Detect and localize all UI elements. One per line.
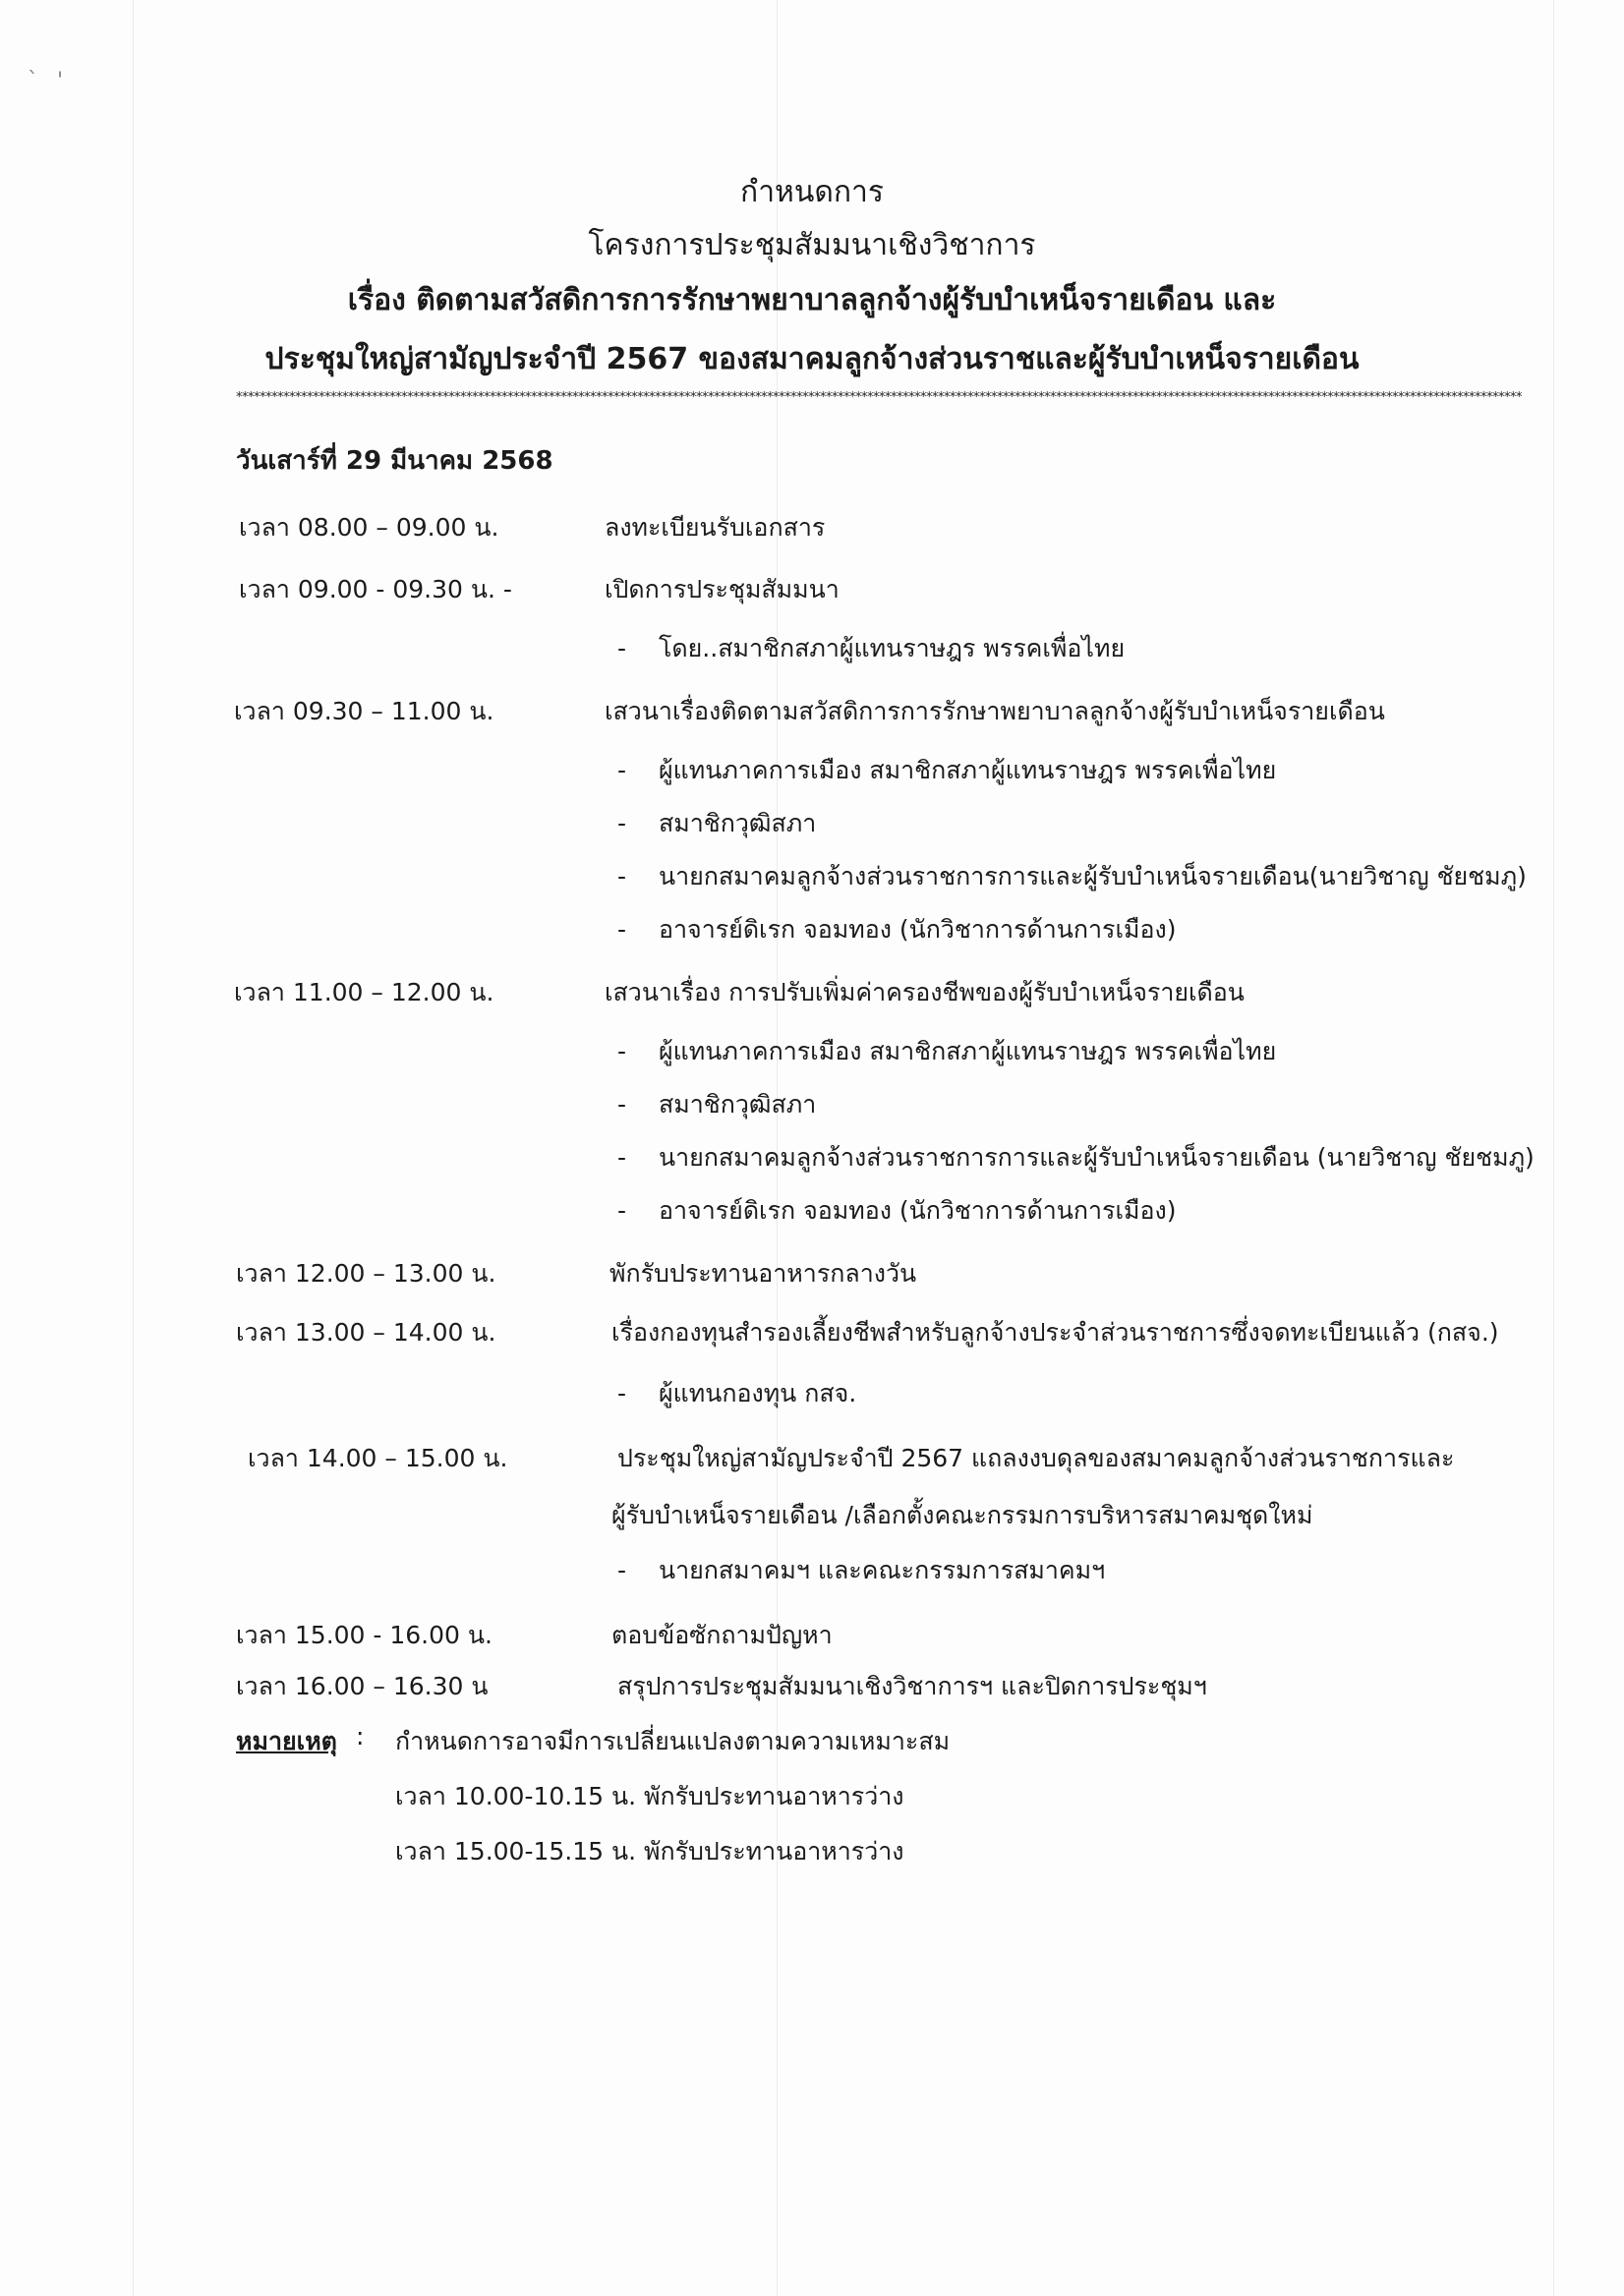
schedule-sub-item: - ผู้แทนกองทุน กสจ.: [617, 1379, 857, 1407]
schedule-time: เวลา 15.00 - 16.00 น.: [236, 1621, 493, 1649]
schedule-sub-item: - ผู้แทนภาคการเมือง สมาชิกสภาผู้แทนราษฎร พรรคเพื่อไทย: [617, 1037, 1277, 1065]
event-date: วันเสาร์ที่ 29 มีนาคม 2568: [236, 446, 553, 476]
schedule-time: เวลา 14.00 – 15.00 น.: [248, 1444, 508, 1472]
star-separator: **************************************************************************************************************************************************************************************************************************: [236, 391, 1522, 405]
schedule-sub-item: - นายกสมาคมลูกจ้างส่วนราชการการและผู้รับบำเหน็จรายเดือน (นายวิชาญ ชัยชมภู): [617, 1143, 1535, 1172]
schedule-time: เวลา 08.00 – 09.00 น.: [239, 513, 499, 542]
meeting-line: ประชุมใหญ่สามัญประจำปี 2567 ของสมาคมลูกจ้างส่วนราชและผู้รับบำเหน็จรายเดือน: [264, 342, 1360, 376]
project-title: โครงการประชุมสัมมนาเชิงวิชาการ: [588, 228, 1036, 262]
note-line: กำหนดการอาจมีการเปลี่ยนแปลงตามความเหมาะสม: [395, 1727, 951, 1755]
schedule-desc: เสวนาเรื่องติดตามสวัสดิการการรักษาพยาบาลลูกจ้างผู้รับบำเหน็จรายเดือน: [605, 697, 1385, 725]
schedule-sub-item: - สมาชิกวุฒิสภา: [617, 809, 817, 837]
schedule-time: เวลา 09.00 - 09.30 น. -: [239, 575, 512, 603]
schedule-time: เวลา 12.00 – 13.00 น.: [236, 1259, 496, 1288]
schedule-desc: เปิดการประชุมสัมมนา: [605, 575, 840, 603]
schedule-desc: พักรับประทานอาหารกลางวัน: [609, 1259, 917, 1288]
schedule-sub-item: - นายกสมาคมลูกจ้างส่วนราชการการและผู้รับบำเหน็จรายเดือน(นายวิชาญ ชัยชมภู): [617, 862, 1527, 890]
schedule-sub-item: - อาจารย์ดิเรก จอมทอง (นักวิชาการด้านการเมือง): [617, 1196, 1177, 1225]
schedule-time: เวลา 09.30 – 11.00 น.: [234, 697, 494, 725]
schedule-desc-cont: ผู้รับบำเหน็จรายเดือน /เลือกตั้งคณะกรรมการบริหารสมาคมชุดใหม่: [611, 1501, 1313, 1529]
note-colon: :: [356, 1722, 365, 1751]
note-line: เวลา 10.00-10.15 น. พักรับประทานอาหารว่าง: [395, 1782, 904, 1810]
schedule-desc: สรุปการประชุมสัมมนาเชิงวิชาการฯ และปิดการประชุมฯ: [617, 1672, 1207, 1700]
schedule-sub-item: - สมาชิกวุฒิสภา: [617, 1090, 817, 1119]
schedule-time: เวลา 11.00 – 12.00 น.: [234, 978, 494, 1006]
schedule-time: เวลา 13.00 – 14.00 น.: [236, 1318, 496, 1347]
note-label: หมายเหตุ: [236, 1727, 337, 1755]
schedule-sub-item: - ผู้แทนภาคการเมือง สมาชิกสภาผู้แทนราษฎร พรรคเพื่อไทย: [617, 756, 1277, 784]
schedule-sub-item: - นายกสมาคมฯ และคณะกรรมการสมาคมฯ: [617, 1556, 1106, 1584]
doc-title: กำหนดการ: [740, 175, 884, 209]
schedule-desc: เสวนาเรื่อง การปรับเพิ่มค่าครองชีพของผู้รับบำเหน็จรายเดือน: [605, 978, 1245, 1006]
schedule-sub-item: - โดย..สมาชิกสภาผู้แทนราษฎร พรรคเพื่อไทย: [617, 634, 1126, 662]
schedule-desc: ตอบข้อซักถามปัญหา: [611, 1621, 833, 1649]
schedule-desc: ลงทะเบียนรับเอกสาร: [605, 513, 826, 542]
schedule-time: เวลา 16.00 – 16.30 น: [236, 1672, 489, 1700]
schedule-desc: เรื่องกองทุนสำรองเลี้ยงชีพสำหรับลูกจ้างประจำส่วนราชการซึ่งจดทะเบียนแล้ว (กสจ.): [611, 1318, 1499, 1347]
subject-line: เรื่อง ติดตามสวัสดิการการรักษาพยาบาลลูกจ้างผู้รับบำเหน็จรายเดือน และ: [347, 283, 1277, 317]
schedule-sub-item: - อาจารย์ดิเรก จอมทอง (นักวิชาการด้านการเมือง): [617, 915, 1177, 944]
schedule-desc: ประชุมใหญ่สามัญประจำปี 2567 แถลงงบดุลของสมาคมลูกจ้างส่วนราชการและ: [617, 1444, 1455, 1472]
note-line: เวลา 15.00-15.15 น. พักรับประทานอาหารว่าง: [395, 1837, 904, 1866]
scan-specks: ` ': [28, 69, 70, 93]
